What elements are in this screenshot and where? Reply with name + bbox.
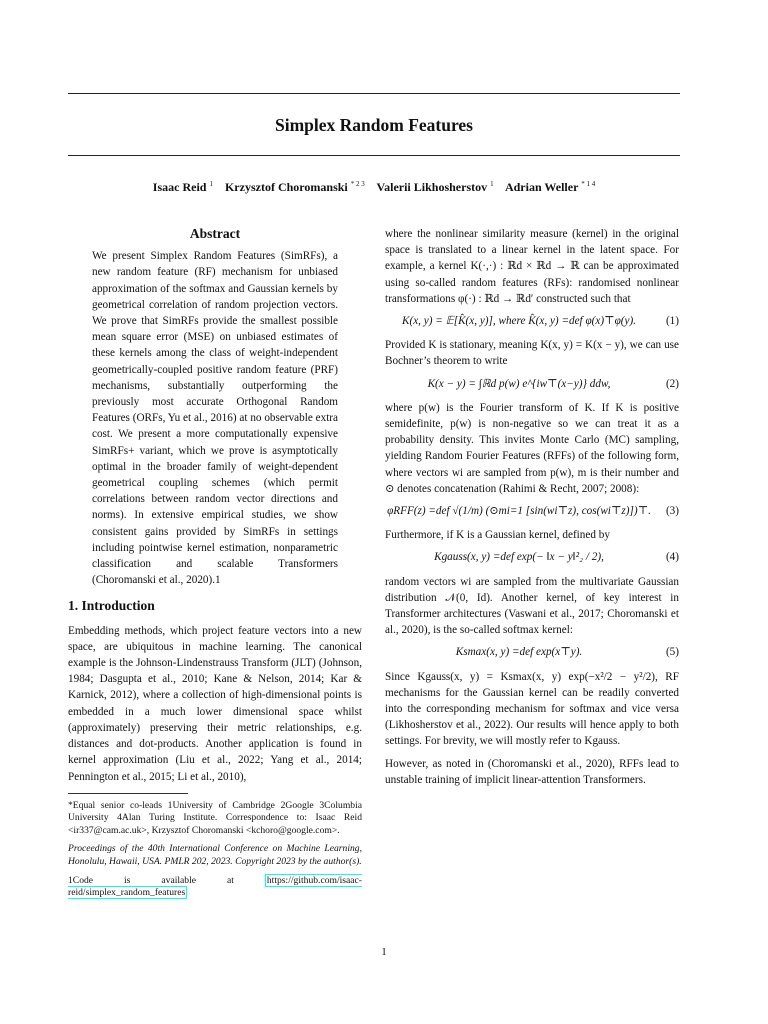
author-name: Isaac Reid xyxy=(152,180,207,194)
equation-4-number: (4) xyxy=(665,551,679,564)
equation-2-number: (2) xyxy=(665,377,679,390)
title-rule xyxy=(68,155,680,156)
paragraph-gaussian: Furthermore, if K is a Gaussian kernel, defined by xyxy=(385,529,610,542)
abstract-heading: Abstract xyxy=(189,226,241,241)
paragraph-instability: However, as noted in (Choromanski et al., 2020), RFFs lead to unstable training of implicit linear-attention Transformers. xyxy=(385,757,679,786)
author-affiliation-marks: 1 xyxy=(490,180,494,188)
left-column xyxy=(68,226,362,906)
footnote-code-prefix: 1Code is available at xyxy=(68,874,265,886)
paragraph-fourier: where p(w) is the Fourier transform of K. If K is positive semidefinite, p(w) is non-negative so we can treat it as a probability density. This invites Monte Carlo (MC) sampling, yielding Random Fourier Features (RFFs) of the following form, where vectors wi are sampled from p(w), m is their number and ⊙ denotes concatenation (Rahimi & Recht, 2007; 2008): xyxy=(385,401,679,495)
footnote-equal-contribution: *Equal senior co-leads 1University of Cambridge 2Google 3Columbia University 4Alan Turing Institute. Correspondence to: Isaac Reid <ir337@cam.ac.uk>, Krzysztof Choromanski <kchoro@google.com>. xyxy=(68,799,362,836)
equation-5-number: (5) xyxy=(665,646,679,659)
author-affiliation-marks: 1 xyxy=(209,180,213,188)
equation-1-body: K(x, y) = 𝔼[K̂(x, y)], where K̂(x, y) =def φ(x)⊤φ(y). xyxy=(402,315,636,328)
equation-4 xyxy=(385,549,679,565)
author-affiliation-marks: * 2 3 xyxy=(350,180,365,188)
paragraph-softmax: random vectors wi are sampled from the multivariate Gaussian distribution 𝒩(0, Id). Another kernel, of key interest in Transformer architectures (Vaswani et al., 2017; Choromanski et al., 2020), is the so-called softmax kernel: xyxy=(385,575,679,637)
introduction-heading: 1. Introduction xyxy=(68,598,155,614)
abstract-body: We present Simplex Random Features (SimRFs), a new random feature (RF) mechanism for unbiased approximation of the softmax and Gaussian kernels by geometrical correlation of random projection vectors. We prove that SimRFs provide the smallest possible mean square error (MSE) on unbiased estimates of these kernels among the class of weight-independent geometrically-coupled positive random feature (PRF) mechanisms, substantially outperforming the previously most accurate Orthogonal Random Features (ORFs, Yu et al., 2016) at no observable extra cost. We present a more computationally expensive SimRFs+ variant, which we prove is asymptotically optimal in the broader family of weight-dependent geometrical coupling schemes (which permit correlations between random vector directions and norms). In extensive empirical studies, we show consistent gains provided by SimRFs in settings including pointwise kernel estimation, nonparametric classification and scalable Transformers (Choromanski et al., 2020).1 xyxy=(92,250,338,587)
equation-2-body: K(x − y) = ∫ℝd p(w) e^{iw⊤(x−y)} ddw, xyxy=(427,377,611,390)
author-affiliation-marks: * 1 4 xyxy=(581,180,596,188)
paragraph-bochner: Provided K is stationary, meaning K(x, y) = K(x − y), we can use Bochner’s theorem to write xyxy=(385,339,679,368)
equation-3-body: φRFF(z) =def √(1/m) (⊙mi=1 [sin(wi⊤z), cos(wi⊤z)])⊤. xyxy=(387,505,651,518)
equation-4-body: Kgauss(x, y) =def exp(− ‖x − y‖²₂ / 2), xyxy=(434,551,604,564)
paper-title: Simplex Random Features xyxy=(274,115,473,135)
top-rule xyxy=(68,93,680,94)
equation-3-number: (3) xyxy=(665,505,679,518)
code-url-link[interactable]: https://github.com/isaac-reid/simplex_random_features xyxy=(68,874,362,899)
author-name: Valerii Likhosherstov xyxy=(376,180,488,194)
equation-1 xyxy=(385,313,679,329)
introduction-paragraph: Embedding methods, which project feature vectors into a new space, are ubiquitous in machine learning. The canonical example is the Johnson-Lindenstrauss Transform (JLT) (Johnson, 1984; Dasgupta et al., 2010; Kane & Nelson, 2014; Kar & Karnick, 2012), where a collection of high-dimensional points is embedded in a much lower dimensional space whilst (approximately) preserving their metric relationships, e.g. distances and dot-products. Another application is found in kernel approximation (Liu et al., 2022; Yang et al., 2014; Pennington et al., 2015; Li et al., 2010), xyxy=(68,624,362,783)
paragraph-conversion: Since Kgauss(x, y) = Ksmax(x, y) exp(−x²/2 − y²/2), RF mechanisms for the Gaussian kernel can be readily converted into the corresponding mechanism for softmax and vice versa (Likhosherstov et al., 2022). Our results will hence apply to both settings. For brevity, we will mostly refer to Kgauss. xyxy=(385,670,679,748)
equation-1-number: (1) xyxy=(665,315,679,328)
equation-5 xyxy=(385,644,679,660)
footnote-proceedings: Proceedings of the 40th International Conference on Machine Learning, Honolulu, Hawaii, USA. PMLR 202, 2023. Copyright 2023 by the author(s). xyxy=(68,843,362,868)
paragraph-kernel-intro: where the nonlinear similarity measure (kernel) in the original space is translated to a linear kernel in the latent space. For example, a kernel K(·,·) : ℝd × ℝd → ℝ can be approximated using so-called random features (RFs): randomised nonlinear transformations φ(·) : ℝd → ℝd′ constructed such that xyxy=(385,228,679,305)
page-number: 1 xyxy=(381,946,387,958)
footnote-code xyxy=(68,875,362,900)
equation-3 xyxy=(385,503,679,519)
author-name: Krzysztof Choromanski xyxy=(224,180,348,194)
right-column xyxy=(385,226,679,794)
equation-2 xyxy=(385,376,679,392)
footnote-rule xyxy=(68,793,188,794)
author-name: Adrian Weller xyxy=(504,180,579,194)
author-list xyxy=(68,180,680,195)
equation-5-body: Ksmax(x, y) =def exp(x⊤y). xyxy=(455,646,583,659)
